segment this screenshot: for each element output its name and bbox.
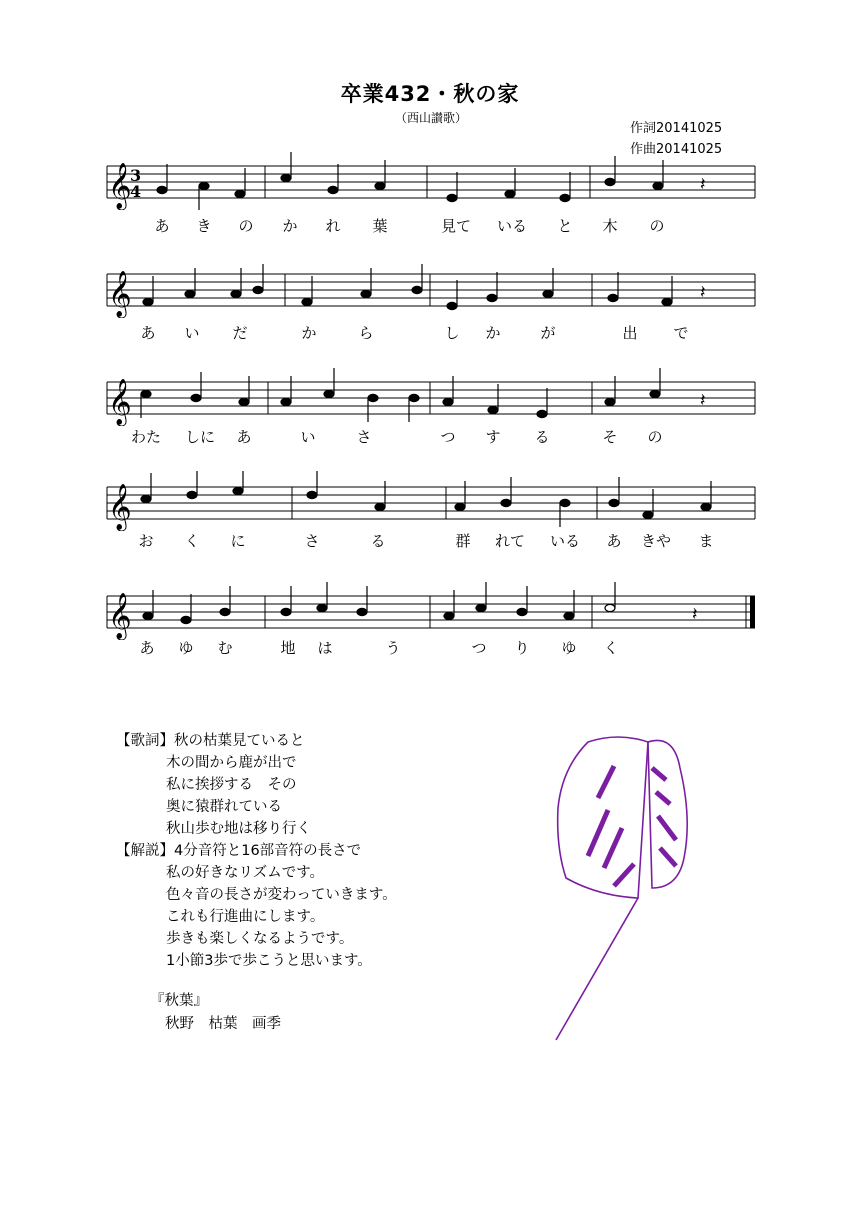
lyric: い [184, 324, 200, 342]
score-row-4 [0, 471, 860, 591]
lyric: く [184, 532, 200, 550]
lyric: 見て [440, 217, 472, 235]
rest-icon: 𝄽 [700, 390, 706, 411]
lyrics-line: 秋の枯葉見ていると [174, 733, 305, 749]
lyric: お [138, 532, 154, 550]
lyric: つ [440, 428, 456, 446]
lyric: で [673, 324, 689, 342]
lyric: し [444, 324, 460, 342]
lyric: 出 [622, 324, 638, 342]
lyric: 群 [455, 532, 471, 550]
lyric: ま [698, 532, 714, 550]
lyric: あ [606, 532, 622, 550]
lyric: る [370, 532, 386, 550]
staff-1 [0, 150, 860, 210]
lyric: わた [130, 428, 162, 446]
lyric: は [317, 639, 333, 657]
lyric: いる [549, 532, 581, 550]
lyric: ゆ [178, 639, 194, 657]
lyric: あ [236, 428, 252, 446]
lyric: さ [356, 428, 372, 446]
score-row-3 [0, 366, 860, 486]
lyric: いる [496, 217, 528, 235]
staff-4 [0, 471, 860, 531]
commentary-line: これも行進曲にします。 [166, 909, 325, 925]
lyrics-line: 私に挨拶する その [166, 777, 297, 793]
commentary-line: 1小節3歩で歩こうと思います。 [166, 953, 372, 969]
time-signature-bottom: 4 [130, 182, 142, 201]
lyric: ゆ [561, 639, 577, 657]
treble-clef-icon: 𝄞 [108, 271, 132, 317]
treble-clef-icon: 𝄞 [108, 379, 132, 425]
lyrics-line: 奥に猿群れている [166, 799, 282, 815]
commentary-line: 4分音符と16部音符の長さで [174, 843, 362, 859]
lyric: あ [154, 217, 170, 235]
score-row-5 [0, 580, 860, 700]
lyric: れて [494, 532, 526, 550]
staff-3 [0, 366, 860, 426]
lyric: か [485, 324, 501, 342]
lyric: か [301, 324, 317, 342]
rest-icon: 𝄽 [700, 174, 706, 195]
commentary-line: 歩きも楽しくなるようです。 [166, 931, 354, 947]
lyricist-credit: 作詞20141025 [630, 121, 723, 136]
lyrics-heading: 【歌詞】 [116, 733, 174, 749]
lyric: しに [184, 428, 216, 446]
lyric: か [282, 217, 298, 235]
lyric: の [647, 428, 663, 446]
lyric: る [534, 428, 550, 446]
rest-icon: 𝄽 [692, 604, 698, 625]
artwork-artist: 秋野 枯葉 画季 [165, 1016, 281, 1032]
lyric: の [649, 217, 665, 235]
lyrics-line: 秋山歩む地は移り行く [166, 821, 311, 837]
lyric: 木 [602, 217, 618, 235]
staff-2 [0, 258, 860, 318]
lyric: 葉 [372, 217, 388, 235]
lyric: い [300, 428, 316, 446]
lyric: り [514, 639, 530, 657]
staff-5 [0, 580, 860, 640]
commentary-line: 私の好きなリズムです。 [166, 865, 325, 881]
lyric: の [238, 217, 254, 235]
lyric: 地 [280, 639, 296, 657]
lyric: つ [471, 639, 487, 657]
lyric: そ [602, 428, 618, 446]
song-subtitle: （西山讃歌） [395, 111, 468, 125]
lyric: き [196, 217, 212, 235]
lyrics-line: 木の間から鹿が出で [166, 755, 297, 771]
treble-clef-icon: 𝄞 [108, 593, 132, 639]
composer-credit: 作曲20141025 [630, 142, 723, 157]
time-signature-top: 3 [130, 166, 142, 185]
lyric: あ [139, 639, 155, 657]
lyric: す [485, 428, 501, 446]
lyric: む [217, 639, 233, 657]
lyric: だ [232, 324, 248, 342]
lyric: ら [358, 324, 374, 342]
lyric: と [557, 217, 573, 235]
treble-clef-icon: 𝄞 [108, 484, 132, 530]
rest-icon: 𝄽 [700, 282, 706, 303]
lyric: きや [640, 532, 672, 550]
lyric: あ [140, 324, 156, 342]
score-row-1 [0, 150, 860, 270]
artwork-caption: 『秋葉』 [150, 993, 208, 1009]
lyric: う [385, 639, 401, 657]
lyric: に [230, 532, 246, 550]
lyrics-text-block [116, 730, 397, 972]
lyric: が [540, 324, 556, 342]
song-title: 卒業432・秋の家 [340, 82, 520, 106]
commentary-line: 色々音の長さが変わっていきます。 [166, 887, 397, 903]
treble-clef-icon: 𝄞 [108, 163, 132, 209]
lyric: く [603, 639, 619, 657]
commentary-heading: 【解説】 [116, 843, 174, 859]
lyric: さ [304, 532, 320, 550]
lyric: れ [325, 217, 341, 235]
score-row-2 [0, 258, 860, 378]
autumn-leaf-drawing [548, 728, 698, 1048]
